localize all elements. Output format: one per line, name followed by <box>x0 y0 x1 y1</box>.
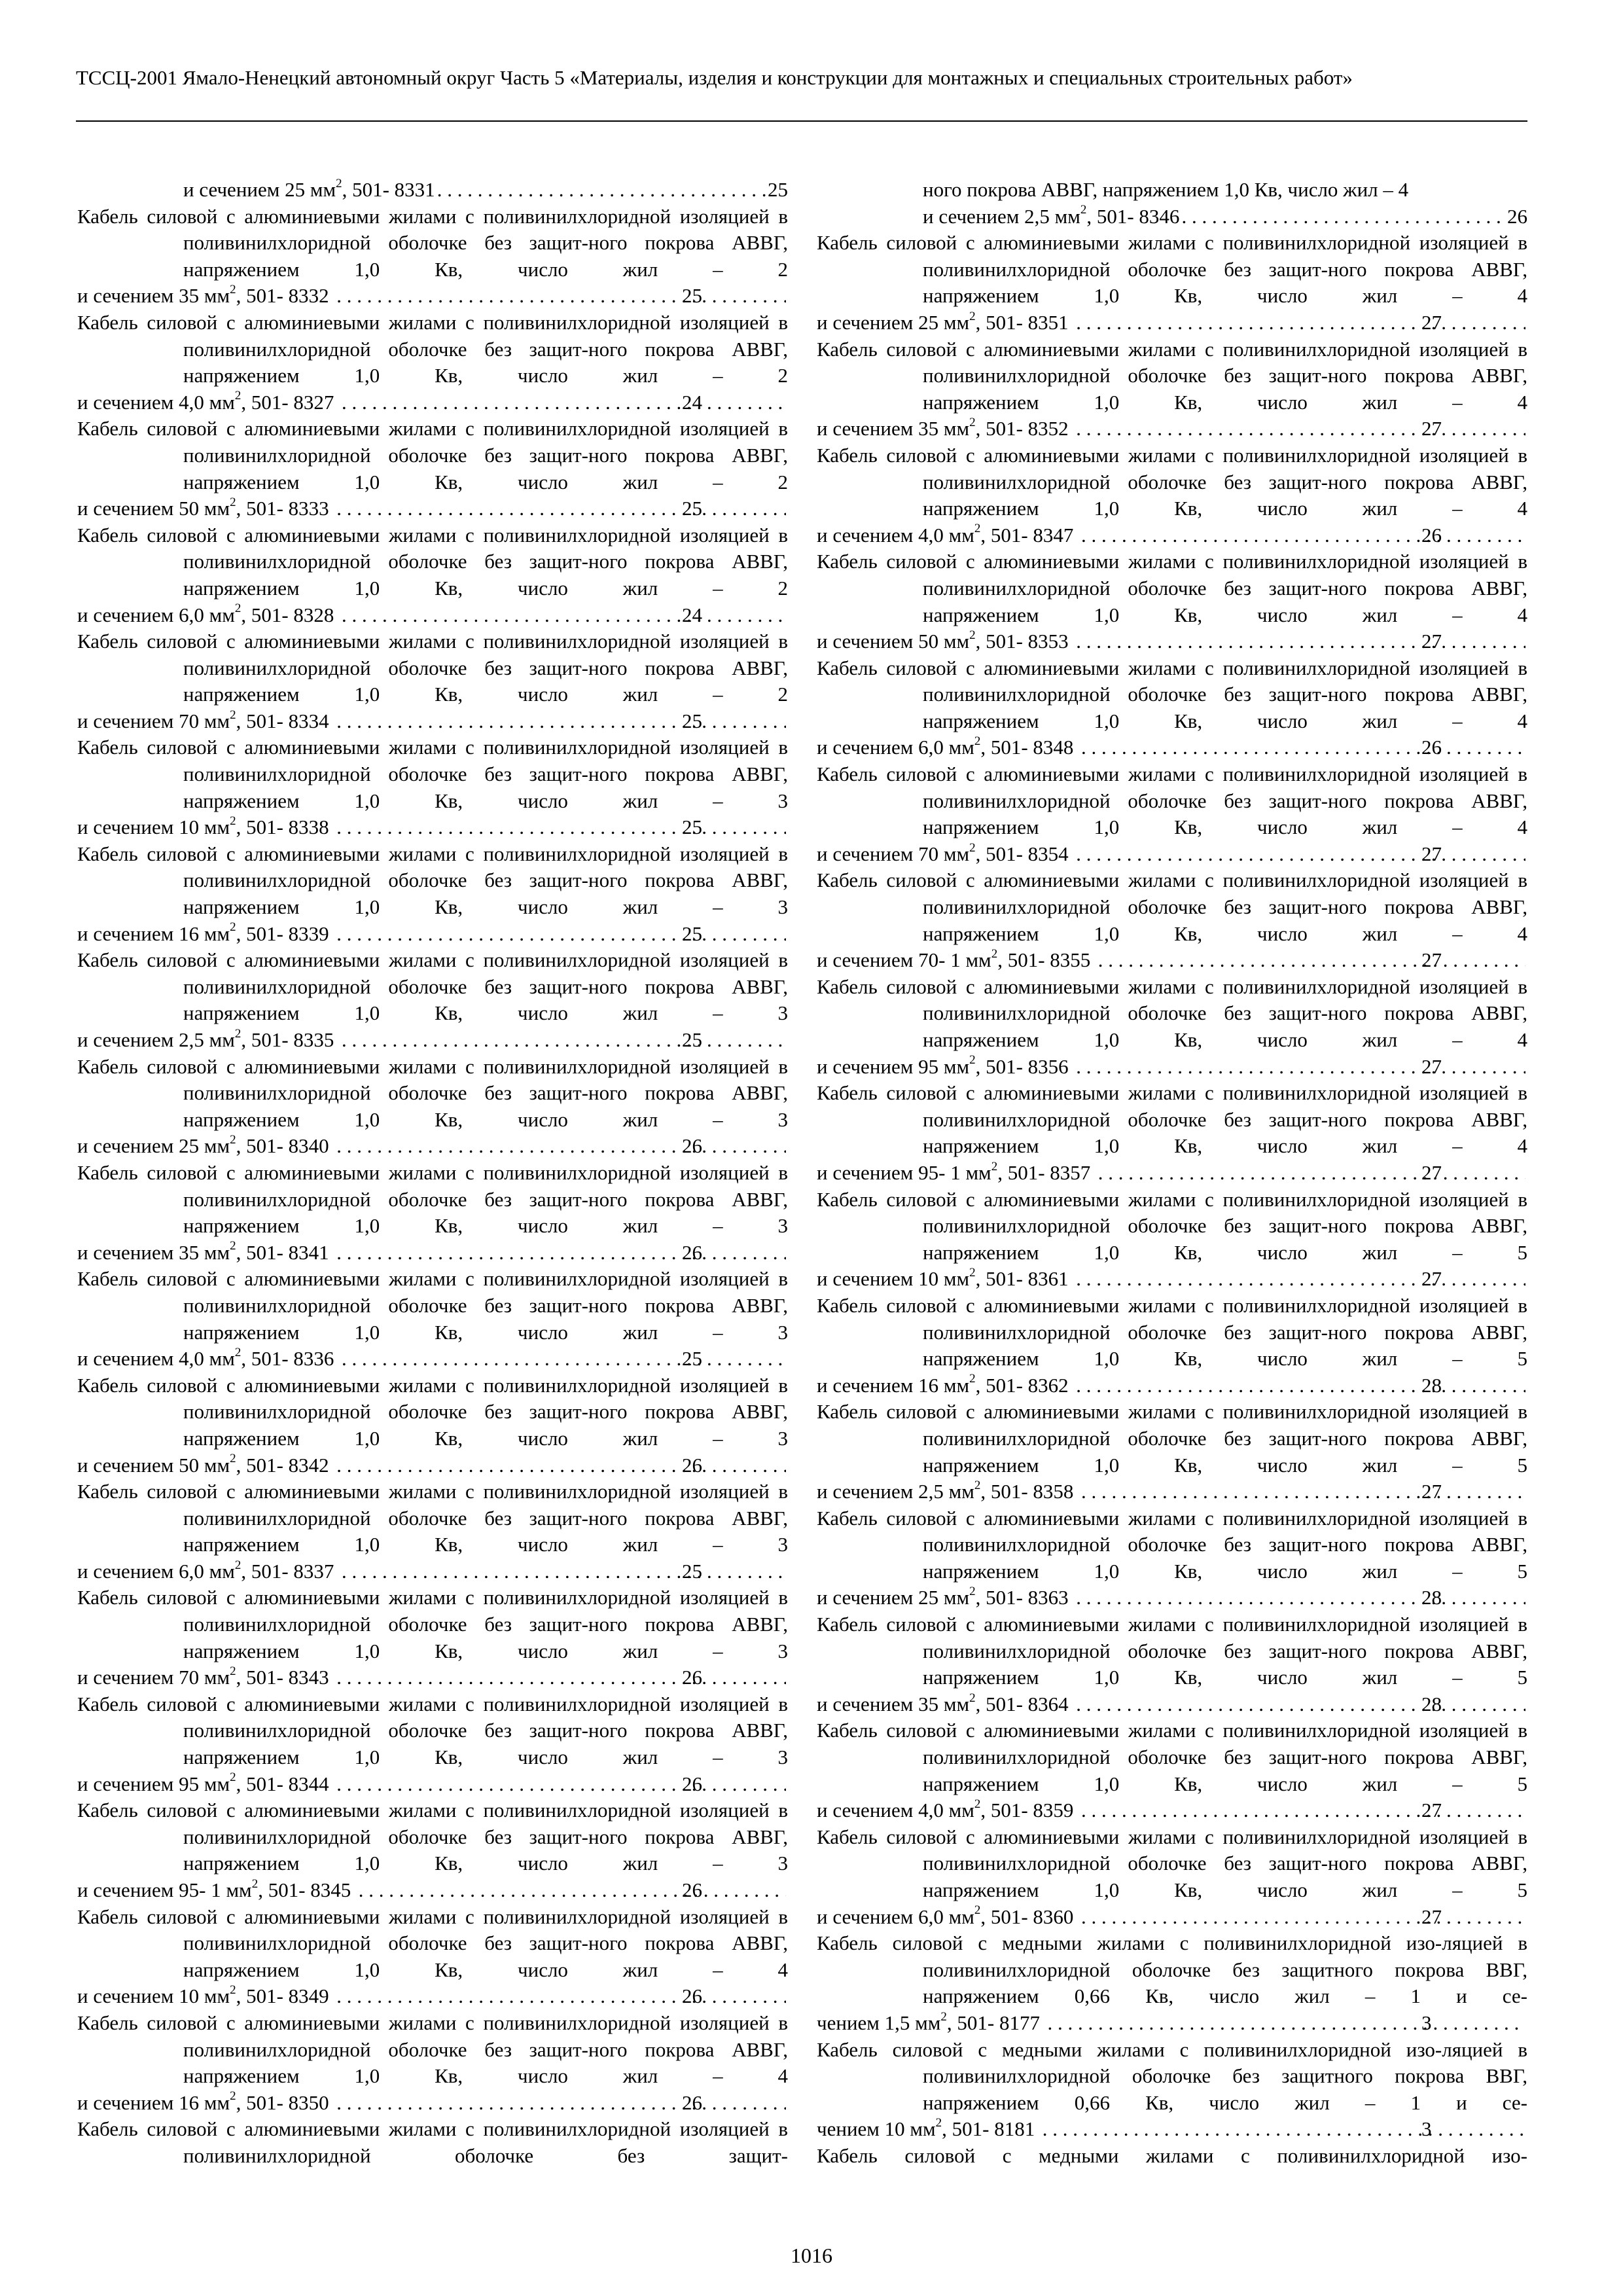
entry-description: Кабель силовой с медными жилами с поливинилхлоридной изо-ляцией в поливинилхлоридной оболочке без защитного покрова ВВГ, напряжением 0,66 Кв, число жил – 1 и се- <box>817 1931 1527 2008</box>
leader-dots <box>353 1877 786 1904</box>
entry-code: 501- 8353 <box>986 630 1069 653</box>
entry-description: Кабель силовой с алюминиевыми жилами с поливинилхлоридной изоляцией в поливинилхлоридной оболочке без защит-ного покрова АВВГ, напряжением 1,0 Кв, число жил – 3 <box>77 1586 788 1662</box>
index-entry <box>77 734 788 840</box>
entry-description: Кабель силовой с алюминиевыми жилами с поливинилхлоридной изоляцией в поливинилхлоридной оболочке без защит-ного покрова АВВГ, напряжением 1,0 Кв, число жил – 2 <box>77 417 788 493</box>
leader-dots <box>331 1664 786 1691</box>
entry-reference-line: и сечением 6,0 $мм^2$, 501- 8328 . . . 24 <box>183 602 788 629</box>
entry-reference-line: чением 10 $мм^2$, 501- 8181 . . . 3 <box>923 2116 1527 2143</box>
entry-section-size: и сечением 50 $мм^2$, 501- 8342 <box>77 1452 329 1477</box>
index-entry <box>77 841 788 947</box>
leader-dots <box>1075 1479 1525 1505</box>
entry-section-size: и сечением 16 $мм^2$, 501- 8339 <box>77 920 329 945</box>
leader-dots <box>331 921 786 948</box>
entry-section-size: и сечением 25 $мм^2$, 501- 8363 <box>817 1585 1069 1609</box>
entry-reference-line <box>183 177 788 204</box>
index-entry-continued: Кабель силовой с алюминиевыми жилами с поливинилхлоридной изоляцией в поливинилхлоридной оболочке без защит- <box>77 2117 788 2167</box>
index-entry <box>77 1585 788 1691</box>
entry-section-size: и сечением 4,0 $мм^2$, 501- 8336 <box>77 1345 334 1371</box>
entry-description: Кабель силовой с алюминиевыми жилами с поливинилхлоридной изоляцией в поливинилхлоридной оболочке без защит-ного покрова АВВГ, напряжением 1,0 Кв, число жил – 4 <box>817 443 1527 520</box>
leader-dots <box>331 1771 786 1798</box>
index-entry <box>817 974 1527 1080</box>
entry-reference-line: и сечением 50 $мм^2$, 501- 8353 . . . 27 <box>923 628 1527 655</box>
entry-description: Кабель силовой с алюминиевыми жилами с поливинилхлоридной изоляцией в поливинилхлоридной оболочке без защит-ного покрова АВВГ, напряжением 1,0 Кв, число жил – 4 <box>817 656 1527 732</box>
index-entry <box>77 522 788 628</box>
entry-reference-line: и сечением 25 $мм^2$, 501- 8363 . . . 28 <box>923 1585 1527 1611</box>
entry-description: Кабель силовой с алюминиевыми жилами с поливинилхлоридной изоляцией в поливинилхлоридной оболочке без защит-ного покрова АВВГ, напряжением 1,0 Кв, число жил – 3 <box>77 1373 788 1450</box>
entry-reference-line: и сечением 50 $мм^2$, 501- 8333 . . . 25 <box>183 495 788 522</box>
index-entry <box>817 548 1527 655</box>
leader-dots <box>331 1983 786 2010</box>
entry-reference-line: и сечением 4,0 $мм^2$, 501- 8347 . . . 26 <box>923 522 1527 549</box>
entry-reference-line: и сечением 95 $мм^2$, 501- 8344 . . . 26 <box>183 1771 788 1798</box>
continued-entry-text: ного покрова АВВГ, напряжением 1,0 Кв, число жил – 4 <box>923 178 1409 201</box>
entry-code: 501- 8352 <box>986 417 1069 440</box>
entry-section-size: и сечением 70- 1 $мм^2$, 501- 8355 <box>817 946 1091 972</box>
entry-reference-line: и сечением 35 $мм^2$, 501- 8352 . . . 27 <box>923 416 1527 442</box>
entry-description: Кабель силовой с алюминиевыми жилами с поливинилхлоридной изоляцией в поливинилхлоридной оболочке без защит-ного покрова АВВГ, напряжением 1,0 Кв, число жил – 4 <box>817 975 1527 1051</box>
entry-description: Кабель силовой с алюминиевыми жилами с поливинилхлоридной изоляцией в поливинилхлоридной оболочке без защит-ного покрова АВВГ, напряжением 1,0 Кв, число жил – 2 <box>77 630 788 706</box>
index-entry <box>817 761 1527 867</box>
entry-code: 501- 8347 <box>990 523 1074 547</box>
leader-dots <box>1181 204 1505 230</box>
entry-reference-line: и сечением 16 $мм^2$, 501- 8339 . . . 25 <box>183 921 788 948</box>
entry-page-ref: 25 <box>768 178 788 201</box>
entry-description: Кабель силовой с алюминиевыми жилами с поливинилхлоридной изоляцией в поливинилхлоридной оболочке без защит-ного покрова АВВГ, напряжением 1,0 Кв, число жил – 5 <box>817 1187 1527 1264</box>
entry-section-size: и сечением 35 $мм^2$, 501- 8352 <box>817 416 1069 440</box>
entry-section-size: и сечением 95- 1 $мм^2$, 501- 8357 <box>817 1159 1091 1184</box>
leader-dots <box>1071 628 1525 655</box>
entry-section-size: и сечением 10 $мм^2$, 501- 8349 <box>77 1983 329 2008</box>
index-entry <box>817 1505 1527 1611</box>
entry-section-size: и сечением 2,5 $мм^2$, 501- 8346 <box>923 203 1180 228</box>
entry-description: Кабель силовой с алюминиевыми жилами с поливинилхлоридной изоляцией в поливинилхлоридной оболочке без защит-ного покрова АВВГ, напряжением 1,0 Кв, число жил – 2 <box>77 310 788 387</box>
leader-dots <box>331 1240 786 1266</box>
entry-description: Кабель силовой с алюминиевыми жилами с поливинилхлоридной изоляцией в поливинилхлоридной оболочке без защит-ного покрова АВВГ, напряжением 1,0 Кв, число жил – 3 <box>77 1692 788 1769</box>
entry-code: 501- 8177 <box>957 2011 1040 2034</box>
entry-reference-line: и сечением 2,5 $мм^2$, 501- 8335 . . . 25 <box>183 1027 788 1054</box>
entry-description: Кабель силовой с алюминиевыми жилами с поливинилхлоридной изоляцией в поливинилхлоридной оболочке без защит-ного покрова АВВГ, напряжением 1,0 Кв, число жил – 5 <box>817 1825 1527 1901</box>
entry-description: Кабель силовой с алюминиевыми жилами с поливинилхлоридной изоляцией в поливинилхлоридной оболочке без защит-ного покрова АВВГ, напряжением 1,0 Кв, число жил – 4 <box>817 231 1527 308</box>
index-entry <box>817 2037 1527 2143</box>
leader-dots <box>1071 841 1525 868</box>
entry-reference-line <box>923 204 1527 230</box>
entry-description: Кабель силовой с алюминиевыми жилами с поливинилхлоридной изоляцией в поливинилхлоридной оболочке без защит-ного покрова АВВГ, напряжением 1,0 Кв, число жил – 3 <box>77 842 788 919</box>
entry-section-size: и сечением 95 $мм^2$, 501- 8344 <box>77 1770 329 1795</box>
entry-code: 501- 8364 <box>986 1692 1069 1715</box>
entry-reference-line: и сечением 4,0 $мм^2$, 501- 8359 . . . 27 <box>923 1797 1527 1824</box>
leader-dots <box>331 1133 786 1160</box>
entry-code: 501- 8355 <box>1007 948 1091 972</box>
entry-reference-line: и сечением 70 $мм^2$, 501- 8334 . . . 25 <box>183 708 788 735</box>
index-entry <box>817 1611 1527 1717</box>
entry-section-size: и сечением 10 $мм^2$, 501- 8338 <box>77 814 329 839</box>
entry-section-size: и сечением 6,0 $мм^2$, 501- 8348 <box>817 734 1074 759</box>
entry-page-ref: 26 <box>1507 204 1527 228</box>
entry-reference-line: и сечением 4,0 $мм^2$, 501- 8327 . . . 24 <box>183 389 788 416</box>
leader-dots <box>1075 1904 1525 1931</box>
index-entry <box>77 1797 788 1903</box>
entry-reference-line: и сечением 95- 1 $мм^2$, 501- 8357 . . . 27 <box>923 1160 1527 1187</box>
index-entry <box>77 947 788 1053</box>
index-entry <box>77 1904 788 2010</box>
entry-code: 501- 8357 <box>1007 1160 1091 1184</box>
leader-dots <box>1071 1691 1525 1718</box>
entry-code: 501- 8346 <box>1096 204 1180 228</box>
entry-reference-line: и сечением 50 $мм^2$, 501- 8342 . . . 26 <box>183 1452 788 1479</box>
index-entry <box>817 1824 1527 1930</box>
entry-code: 501- 8327 <box>251 390 334 414</box>
entry-code: 501- 8334 <box>246 709 329 732</box>
leader-dots <box>331 2090 786 2117</box>
entry-description: Кабель силовой с алюминиевыми жилами с поливинилхлоридной изоляцией в поливинилхлоридной оболочке без защит-ного покрова АВВГ, напряжением 1,0 Кв, число жил – 3 <box>77 948 788 1025</box>
entry-description: Кабель силовой с алюминиевыми жилами с поливинилхлоридной изоляцией в поливинилхлоридной оболочке без защит-ного покрова АВВГ, напряжением 1,0 Кв, число жил – 2 <box>77 204 788 281</box>
entry-description: Кабель силовой с алюминиевыми жилами с поливинилхлоридной изоляцией в поливинилхлоридной оболочке без защит-ного покрова АВВГ, напряжением 1,0 Кв, число жил – 4 <box>817 550 1527 626</box>
entry-section-size: и сечением 6,0 $мм^2$, 501- 8360 <box>817 1903 1074 1928</box>
leader-dots <box>437 177 766 204</box>
entry-code: 501- 8360 <box>990 1905 1074 1928</box>
index-entry <box>817 336 1527 442</box>
entry-code: 501- 8342 <box>246 1453 329 1477</box>
entry-code: 501- 8328 <box>251 603 334 626</box>
entry-reference-line: и сечением 25 $мм^2$, 501- 8351 . . . 27 <box>923 310 1527 336</box>
index-entry <box>817 1399 1527 1505</box>
index-entry <box>817 655 1527 761</box>
entry-section-size: и сечением 70 $мм^2$, 501- 8343 <box>77 1664 329 1689</box>
entry-section-size: и сечением 6,0 $мм^2$, 501- 8328 <box>77 601 334 626</box>
entry-description: Кабель силовой с алюминиевыми жилами с поливинилхлоридной изоляцией в поливинилхлоридной оболочке без защит-ного покрова АВВГ, напряжением 1,0 Кв, число жил – 4 <box>817 869 1527 945</box>
leader-dots <box>336 389 786 416</box>
index-entry <box>77 2010 788 2116</box>
entry-reference-line: чением 1,5 $мм^2$, 501- 8177 . . . 3 <box>923 2010 1527 2037</box>
entry-description: Кабель силовой с алюминиевыми жилами с поливинилхлоридной изоляцией в поливинилхлоридной оболочке без защит-ного покрова АВВГ, напряжением 1,0 Кв, число жил – 3 <box>77 1267 788 1344</box>
index-entry <box>77 1160 788 1266</box>
entry-description: Кабель силовой с алюминиевыми жилами с поливинилхлоридной изоляцией в поливинилхлоридной оболочке без защит-ного покрова АВВГ, напряжением 1,0 Кв, число жил – 2 <box>77 523 788 600</box>
entry-section-size: и сечением 25 $мм^2$, 501- 8340 <box>77 1133 329 1158</box>
entry-code: 501- 8343 <box>246 1666 329 1689</box>
entry-section-size: чением 1,5 $мм^2$, 501- 8177 <box>817 2009 1040 2034</box>
leader-dots <box>1071 310 1525 336</box>
index-entry <box>817 442 1527 548</box>
entry-description: Кабель силовой с алюминиевыми жилами с поливинилхлоридной изоляцией в поливинилхлоридной оболочке без защит-ного покрова АВВГ, напряжением 1,0 Кв, число жил – 3 <box>77 1799 788 1875</box>
entry-reference-line: и сечением 10 $мм^2$, 501- 8349 . . . 26 <box>183 1983 788 2010</box>
index-entry <box>817 1717 1527 1823</box>
leader-dots <box>1071 1266 1525 1293</box>
entry-section-size: и сечением 4,0 $мм^2$, 501- 8347 <box>817 522 1074 547</box>
entry-code: 501- 8332 <box>246 284 329 308</box>
entry-reference-line: и сечением 35 $мм^2$, 501- 8364 . . . 28 <box>923 1691 1527 1718</box>
entry-section-size: и сечением 10 $мм^2$, 501- 8361 <box>817 1266 1069 1291</box>
index-entry <box>817 1080 1527 1186</box>
index-entry <box>77 1266 788 1372</box>
leader-dots <box>331 814 786 841</box>
entry-reference-line: и сечением 6,0 $мм^2$, 501- 8360 . . . 27 <box>923 1904 1527 1931</box>
entry-reference-line: и сечением 6,0 $мм^2$, 501- 8337 . . . 25 <box>183 1558 788 1585</box>
entry-section-size: и сечением 4,0 $мм^2$, 501- 8327 <box>77 389 334 414</box>
index-column-right <box>817 177 1527 2170</box>
index-entry <box>817 867 1527 973</box>
index-entry <box>77 628 788 734</box>
header-rule <box>76 120 1527 122</box>
entry-reference-line: и сечением 35 $мм^2$, 501- 8341 . . . 26 <box>183 1240 788 1266</box>
entry-section-size: чением 10 $мм^2$, 501- 8181 <box>817 2116 1035 2141</box>
index-entry <box>817 230 1527 336</box>
entry-code: 501- 8341 <box>246 1240 329 1264</box>
entry-code: 501- 8356 <box>986 1054 1069 1078</box>
entry-code: 501- 8359 <box>990 1799 1074 1822</box>
entry-section-size: и сечением 95 $мм^2$, 501- 8356 <box>817 1053 1069 1078</box>
entry-code: 501- 8361 <box>986 1267 1069 1291</box>
entry-code: 501- 8340 <box>246 1134 329 1158</box>
index-entry <box>817 1187 1527 1293</box>
entry-code: 501- 8348 <box>990 736 1074 759</box>
entry-section-size: и сечением 2,5 $мм^2$, 501- 8358 <box>817 1478 1074 1503</box>
entry-section-size: и сечением 35 $мм^2$, 501- 8332 <box>77 283 329 308</box>
entry-description: Кабель силовой с алюминиевыми жилами с поливинилхлоридной изоляцией в поливинилхлоридной оболочке без защит-ного покрова АВВГ, напряжением 1,0 Кв, число жил – 3 <box>77 736 788 812</box>
index-entry <box>77 1691 788 1797</box>
entry-reference-line: и сечением 16 $мм^2$, 501- 8350 . . . 26 <box>183 2090 788 2117</box>
entry-description: Кабель силовой с алюминиевыми жилами с поливинилхлоридной изоляцией в поливинилхлоридной оболочке без защит-ного покрова АВВГ, напряжением 1,0 Кв, число жил – 4 <box>817 337 1527 414</box>
entry-reference-line: и сечением 6,0 $мм^2$, 501- 8348 . . . 26 <box>923 734 1527 761</box>
entry-code: 501- 8333 <box>246 497 329 520</box>
entry-code: 501- 8336 <box>251 1347 334 1371</box>
entry-reference-line: и сечением 4,0 $мм^2$, 501- 8336 . . . 25 <box>183 1346 788 1372</box>
entry-description: Кабель силовой с алюминиевыми жилами с поливинилхлоридной изоляцией в поливинилхлоридной оболочке без защит-ного покрова АВВГ, напряжением 1,0 Кв, число жил – 5 <box>817 1719 1527 1795</box>
entry-description: Кабель силовой с алюминиевыми жилами с поливинилхлоридной изоляцией в поливинилхлоридной оболочке без защит-ного покрова АВВГ, напряжением 1,0 Кв, число жил – 3 <box>77 1160 788 1238</box>
entry-section-size: и сечением 16 $мм^2$, 501- 8362 <box>817 1372 1069 1397</box>
index-entry-continued: Кабель силовой с медными жилами с поливинилхлоридной изо- <box>817 2144 1527 2167</box>
entry-code: 501- 8363 <box>986 1586 1069 1609</box>
index-entry <box>817 1293 1527 1399</box>
entry-description: Кабель силовой с медными жилами с поливинилхлоридной изо-ляцией в поливинилхлоридной оболочке без защитного покрова ВВГ, напряжением 0,66 Кв, число жил – 1 и се- <box>817 2037 1527 2114</box>
entry-section-size: и сечением 70 $мм^2$, 501- 8334 <box>77 708 329 732</box>
entry-description: Кабель силовой с алюминиевыми жилами с поливинилхлоридной изоляцией в поливинилхлоридной оболочке без защит-ного покрова АВВГ, напряжением 1,0 Кв, число жил – 3 <box>77 1054 788 1131</box>
index-entry <box>77 416 788 522</box>
index-entry <box>77 1054 788 1160</box>
entry-description: Кабель силовой с алюминиевыми жилами с поливинилхлоридной изоляцией в поливинилхлоридной оболочке без защит-ного покрова АВВГ, напряжением 1,0 Кв, число жил – 5 <box>817 1400 1527 1477</box>
entry-reference-line: и сечением 95 $мм^2$, 501- 8356 . . . 27 <box>923 1054 1527 1081</box>
leader-dots <box>1092 947 1525 974</box>
entry-code: 501- 8344 <box>246 1772 329 1795</box>
entry-reference-line: и сечением 70 $мм^2$, 501- 8343 . . . 26 <box>183 1664 788 1691</box>
entry-code: 501- 8362 <box>986 1373 1069 1397</box>
leader-dots <box>1071 1585 1525 1611</box>
entry-description: Кабель силовой с алюминиевыми жилами с поливинилхлоридной изоляцией в поливинилхлоридной оболочке без защит-ного покрова АВВГ, напряжением 1,0 Кв, число жил – 3 <box>77 1480 788 1556</box>
entry-description: Кабель силовой с алюминиевыми жилами с поливинилхлоридной изоляцией в поливинилхлоридной оболочке без защит-ного покрова АВВГ, напряжением 1,0 Кв, число жил – 4 <box>817 1081 1527 1158</box>
leader-dots <box>1075 522 1525 549</box>
index-column-left <box>77 177 788 2170</box>
leader-dots <box>331 495 786 522</box>
running-header: ТССЦ-2001 Ямало-Ненецкий автономный округ Часть 5 «Материалы, изделия и конструкции для монтажных и специальных строительных работ» <box>76 66 1353 89</box>
leader-dots <box>336 1346 786 1372</box>
entry-reference-line: и сечением 95- 1 $мм^2$, 501- 8345 . . . 26 <box>183 1877 788 1904</box>
entry-code: 501- 8337 <box>251 1559 334 1583</box>
entry-reference-line: и сечением 10 $мм^2$, 501- 8338 . . . 25 <box>183 814 788 841</box>
entry-code: 501- 8349 <box>246 1984 329 2008</box>
entry-code: 501- 8351 <box>986 310 1069 334</box>
index-entry <box>77 1479 788 1585</box>
leader-dots <box>331 708 786 735</box>
index-entry <box>77 1372 788 1479</box>
entry-code: 501- 8339 <box>246 922 329 945</box>
leader-dots <box>336 1558 786 1585</box>
index-entry <box>77 310 788 416</box>
entry-code: 501- 8338 <box>246 816 329 839</box>
leader-dots <box>1071 1054 1525 1081</box>
leader-dots <box>331 1452 786 1479</box>
leader-dots <box>336 1027 786 1054</box>
entry-section-size: и сечением 50 $мм^2$, 501- 8333 <box>77 495 329 520</box>
entry-section-size: и сечением 25 $мм^2$, 501- 8351 <box>817 309 1069 334</box>
entry-code: 501- 8345 <box>268 1878 351 1901</box>
leader-dots <box>1092 1160 1525 1187</box>
entry-code: 501- 8335 <box>251 1028 334 1051</box>
entry-section-size: и сечением 35 $мм^2$, 501- 8341 <box>77 1239 329 1264</box>
entry-section-size: и сечением 50 $мм^2$, 501- 8353 <box>817 628 1069 653</box>
entry-description: Кабель силовой с алюминиевыми жилами с поливинилхлоридной изоляцией в поливинилхлоридной оболочке без защит-ного покрова АВВГ, напряжением 1,0 Кв, число жил – 5 <box>817 1506 1527 1583</box>
entry-description: Кабель силовой с алюминиевыми жилами с поливинилхлоридной изоляцией в поливинилхлоридной оболочке без защит-ного покрова АВВГ, напряжением 1,0 Кв, число жил – 4 <box>77 1905 788 1981</box>
entry-code: 501- 8181 <box>952 2117 1035 2141</box>
entry-reference-line: и сечением 2,5 $мм^2$, 501- 8358 . . . 27 <box>923 1479 1527 1505</box>
entry-description: Кабель силовой с алюминиевыми жилами с поливинилхлоридной изоляцией в поливинилхлоридной оболочке без защит-ного покрова АВВГ, напряжением 1,0 Кв, число жил – 4 <box>817 762 1527 839</box>
entry-reference-line: и сечением 70 $мм^2$, 501- 8354 . . . 27 <box>923 841 1527 868</box>
leader-dots <box>1071 1372 1525 1399</box>
entry-reference-line: и сечением 16 $мм^2$, 501- 8362 . . . 28 <box>923 1372 1527 1399</box>
leader-dots <box>1075 1797 1525 1824</box>
entry-section-size: и сечением 70 $мм^2$, 501- 8354 <box>817 840 1069 865</box>
entry-reference-line: и сечением 25 $мм^2$, 501- 8340 . . . 26 <box>183 1133 788 1160</box>
leader-dots <box>1037 2116 1525 2143</box>
entry-reference-line: и сечением 35 $мм^2$, 501- 8332 . . . 25 <box>183 283 788 310</box>
entry-reference-line: и сечением 70- 1 $мм^2$, 501- 8355 . . . 27 <box>923 947 1527 974</box>
entry-reference-line: и сечением 10 $мм^2$, 501- 8361 . . . 27 <box>923 1266 1527 1293</box>
entry-description: Кабель силовой с алюминиевыми жилами с поливинилхлоридной изоляцией в поливинилхлоридной оболочке без защит-ного покрова АВВГ, напряжением 1,0 Кв, число жил – 5 <box>817 1293 1527 1371</box>
leader-dots <box>1075 734 1525 761</box>
entry-section-size: и сечением 35 $мм^2$, 501- 8364 <box>817 1691 1069 1715</box>
entry-section-size: и сечением 2,5 $мм^2$, 501- 8335 <box>77 1026 334 1051</box>
entry-section-size: и сечением 16 $мм^2$, 501- 8350 <box>77 2089 329 2114</box>
leader-dots <box>1042 2010 1525 2037</box>
index-entry <box>77 204 788 310</box>
entry-code: 501- 8350 <box>246 2090 329 2114</box>
entry-code: 501- 8354 <box>986 842 1069 865</box>
entry-code: 501- 8358 <box>990 1480 1074 1503</box>
leader-dots <box>336 602 786 629</box>
entry-description: Кабель силовой с алюминиевыми жилами с поливинилхлоридной изоляцией в поливинилхлоридной оболочке без защит-ного покрова АВВГ, напряжением 1,0 Кв, число жил – 5 <box>817 1613 1527 1689</box>
entry-section-size: и сечением 6,0 $мм^2$, 501- 8337 <box>77 1558 334 1583</box>
entry-code: 501- 8331 <box>352 178 435 201</box>
entry-section-size: и сечением 25 $мм^2$, 501- 8331 <box>183 176 435 201</box>
page-number: 1016 <box>791 2244 832 2267</box>
leader-dots <box>1071 416 1525 442</box>
entry-description: Кабель силовой с алюминиевыми жилами с поливинилхлоридной изоляцией в поливинилхлоридной оболочке без защит-ного покрова АВВГ, напряжением 1,0 Кв, число жил – 4 <box>77 2011 788 2088</box>
entry-section-size: и сечением 95- 1 $мм^2$, 501- 8345 <box>77 1876 351 1901</box>
entry-section-size: и сечением 4,0 $мм^2$, 501- 8359 <box>817 1797 1074 1822</box>
index-entry <box>817 1930 1527 2036</box>
continued-entry <box>817 204 1527 230</box>
continued-entry <box>77 177 788 204</box>
leader-dots <box>331 283 786 310</box>
